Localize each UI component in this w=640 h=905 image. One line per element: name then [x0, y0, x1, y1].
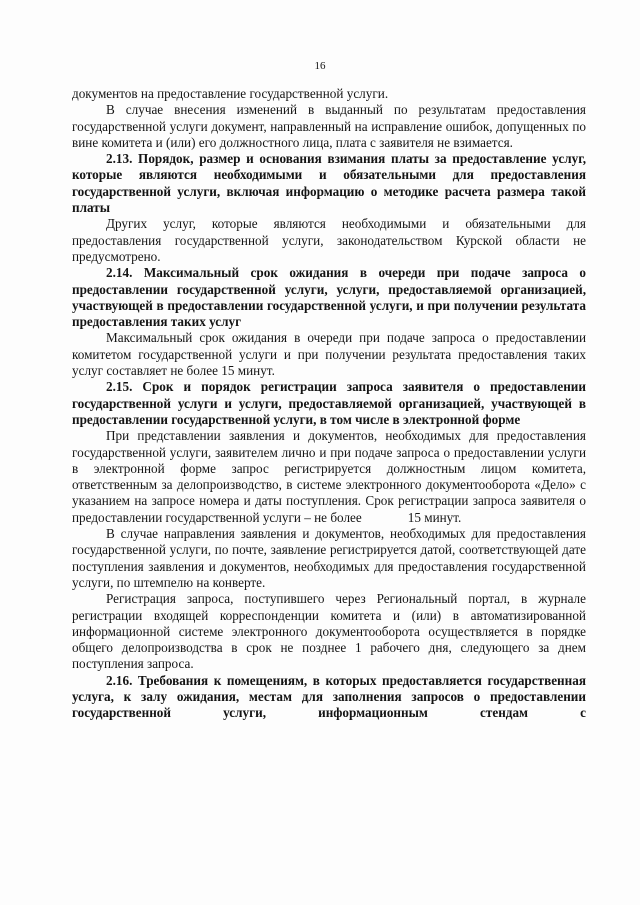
section-heading-2-13: 2.13. Порядок, размер и основания взимания платы за предоставление услуг, которые являются необходимыми и обязательными для предоставления государственной услуги, включая информацию о методике расчета размера такой платы	[72, 151, 586, 216]
section-heading-2-14: 2.14. Максимальный срок ожидания в очереди при подаче запроса о предоставлении государственной услуги, услуги, предоставляемой организацией, участвующей в предоставлении государственной услуги, и при получении результата предоставления таких услуг	[72, 265, 586, 330]
section-heading-2-16: 2.16. Требования к помещениям, в которых предоставляется государственная услуга, к залу ожидания, местам для заполнения запросов о предоставлении государственной услуги, информационным стендам с	[72, 672, 586, 721]
registration-time: 15 минут.	[407, 509, 462, 525]
section-heading-2-15: 2.15. Срок и порядок регистрации запроса заявителя о предоставлении государственной услуги и услуги, предоставляемой организацией, участвующей в предоставлении государственной услуги, в том числе в электронной форме	[72, 379, 586, 427]
paragraph-continuation: документов на предоставление государственной услуги.	[72, 86, 389, 101]
paragraph-max-wait-time: Максимальный срок ожидания в очереди при подаче запроса о предоставлении комитетом государственной услуги и при получении результата предоставления таких услуг составляет не более 15 минут.	[72, 330, 586, 379]
paragraph-registration-mail: В случае направления заявления и документов, необходимых для предоставления государственной услуги, по почте, заявление регистрируется датой, соответствующей дате поступления заявления и документов, необходимых для предоставления государственной услуги, по штемпелю на конверте.	[72, 526, 586, 590]
paragraph-corrections-fee: В случае внесения изменений в выданный по результатам предоставления государственной услуги документ, направленный на исправление ошибок, допущенных по вине комитета и (или) его должностного лица, плата с заявителя не взимается.	[72, 102, 586, 150]
paragraph-registration-portal: Регистрация запроса, поступившего через Региональный портал, в журнале регистрации входящей корреспонденции комитета и (или) в автоматизированной информационной системе электронного документооборота осуществляется в порядке общего делопроизводства в срок не позднее 1 рабочего дня, следующего за днем поступления запроса.	[72, 591, 586, 672]
document-body	[72, 86, 586, 722]
paragraph-registration-personal	[72, 428, 586, 526]
page-number: 16	[314, 60, 326, 72]
paragraph-other-services: Других услуг, которые являются необходимыми и обязательными для предоставления государственной услуги, законодательством Курской области не предусмотрено.	[72, 216, 586, 264]
registration-text: При представлении заявления и документов, необходимых для предоставления государственной услуги, заявителем лично и при подаче запроса о предоставлении услуги в электронной форме запрос регистрируется должностным лицом комитета, ответственным за делопроизводство, в системе электронного документооборота «Дело» с указанием на запросе номера и даты поступления. Срок регистрации запроса заявителя о предоставлении государственной услуги – не более	[72, 428, 586, 525]
